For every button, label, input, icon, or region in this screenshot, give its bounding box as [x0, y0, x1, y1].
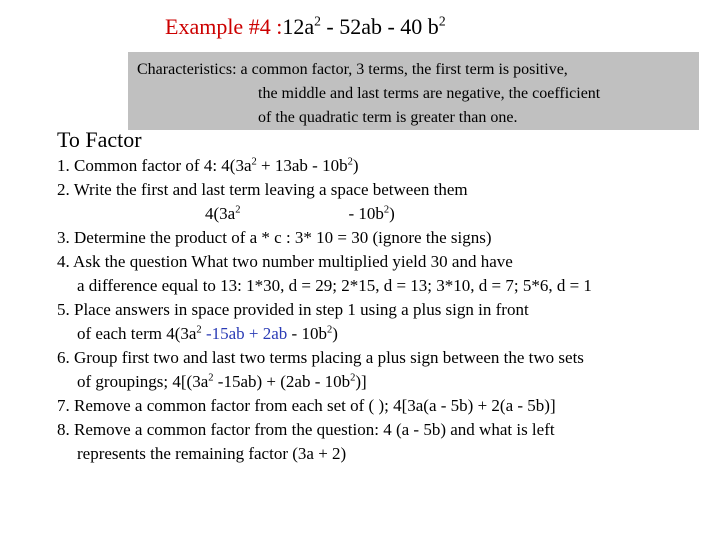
step-6: 6. Group first two and last two terms placing a plus sign between the two sets	[57, 348, 584, 367]
step-4-continued: a difference equal to 13: 1*30, d = 29; 2*15, d = 13; 3*10, d = 7; 5*6, d = 1	[77, 276, 592, 295]
title-expression: $12a^2 - 52ab - 40$ $b^2$	[282, 13, 446, 39]
step-8-continued: represents the remaining factor (3a + 2)	[77, 444, 347, 463]
step-3: 3. Determine the product of a * c : 3* 10 = 30 (ignore the signs)	[57, 228, 492, 247]
step-8: 8. Remove a common factor from the question: 4 (a - 5b) and what is left	[57, 420, 555, 439]
example-title	[165, 14, 446, 40]
characteristics-line-3: of the quadratic term is greater than one.	[258, 109, 518, 126]
step-4: 4. Ask the question What two number multiplied yield 30 and have	[57, 252, 513, 271]
to-factor-heading: To Factor	[57, 127, 142, 152]
step-7: 7. Remove a common factor from each set of ( ); 4[3a(a - 5b) + 2(a - 5b)]	[57, 396, 556, 415]
step-5: 5. Place answers in space provided in step 1 using a plus sign in front	[57, 300, 529, 319]
step-5-continued: of each term $4(3a^2$ $-15ab + 2ab - 10b^2$)	[77, 324, 338, 343]
characteristics-box	[128, 52, 699, 130]
step-6-continued: of groupings; $4[(3a^2$ $-15ab) + (2ab - 10b^2)$]	[77, 372, 367, 391]
step-2: 2. Write the first and last term leaving a space between them	[57, 180, 468, 199]
characteristics-line-2: the middle and last terms are negative, the coefficient	[258, 85, 601, 102]
middle-terms: -15ab + 2ab	[201, 324, 288, 343]
step-2-expression: $4(3a^2 - 10b^2)$	[205, 204, 395, 223]
step-1: 1. Common factor of 4: $4(3a^2 + 13ab - 10b^2)$	[57, 156, 359, 175]
characteristics-line-1: Characteristics: a common factor, 3 terms, the first term is positive,	[137, 61, 568, 78]
title-prefix: Example #4 :	[165, 14, 283, 39]
